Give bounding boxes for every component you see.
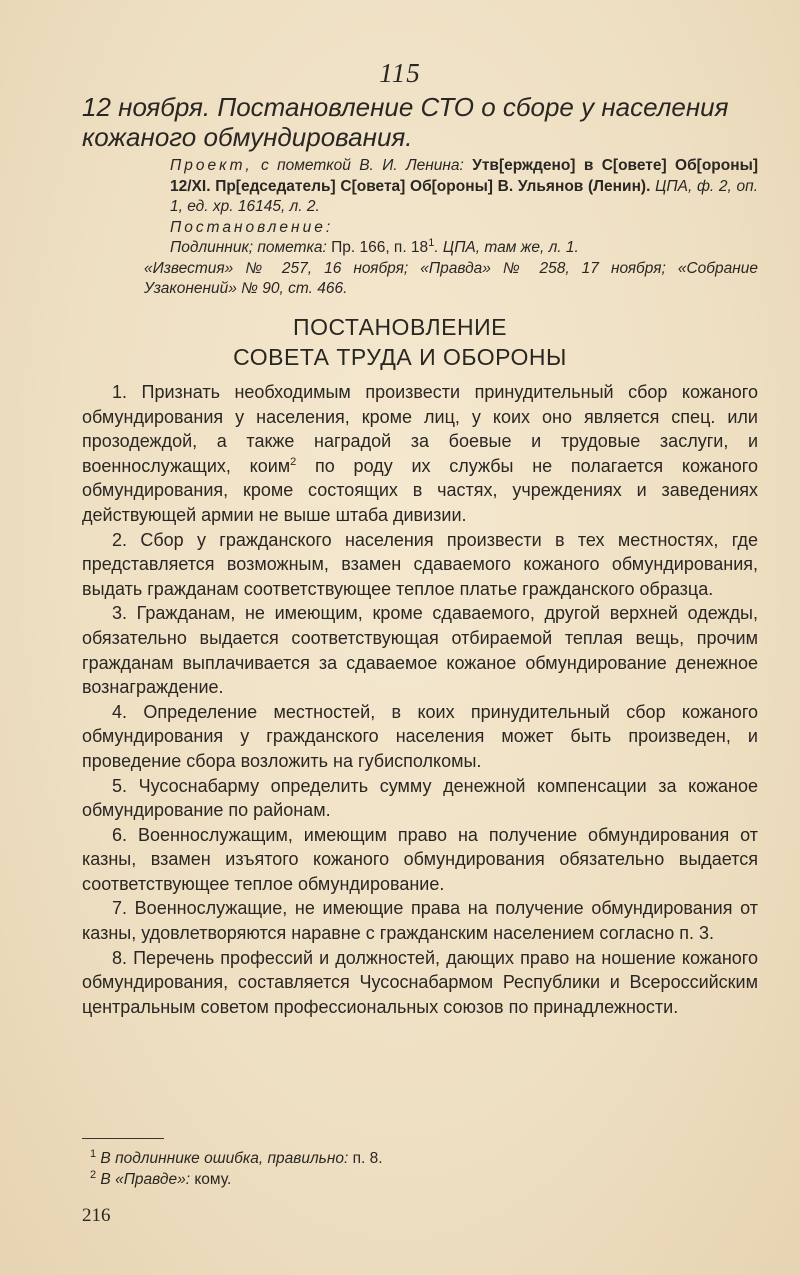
paragraph-1: 1. Признать необходимым произвести принудительный сбор кожаного обмундирования у населения, кроме лиц, у коих оно является спец. или прозодеждой, а также наградой за боевые и трудовые заслуги, и военнослужащих, коим$^2$ по роду их службы не полагается кожаного обмундирования, кроме состоящих в частях, учреждениях и заведениях действующей армии не выше штаба дивизии. xyxy=(82,382,758,525)
archive-reference: ЦПА, ф. 2, оп. 1, ед. хр. 16145, л. 2. xyxy=(170,177,758,215)
paragraph-6: 6. Военнослужащим, имеющим право на получение обмундирования от казны, взамен изъятого кожаного обмундирования обязательно выдается соответствующее теплое обмундирование. xyxy=(82,824,758,894)
paragraph-2: 2. Сбор у гражданского населения произвести в тех местностях, где представляется возможным, взамен сдаваемого кожаного обмундирования, выдать гражданам соответствующее теплое платье гражданского образца. xyxy=(82,529,758,599)
heading-line-2: СОВЕТА ТРУДА И ОБОРОНЫ xyxy=(233,344,567,370)
publication-references: «Известия» № 257, 16 ноября; «Правда» № 258, 17 ноября; «Собрание Узаконений» № 90, ст. 466. xyxy=(144,259,758,297)
footnote-divider xyxy=(82,1138,164,1139)
paragraph-4: 4. Определение местностей, в коих принудительный сбор кожаного обмундирования у гражданского населения может быть произведен, и проведение сбора возложить на губисполкомы. xyxy=(82,701,758,771)
archive-reference: . ЦПА, там же, л. 1. xyxy=(434,239,579,256)
document-title: 12 ноября. Постановление СТО о сборе у населения кожаного обмундирования. xyxy=(82,92,729,152)
paragraph-3: 3. Гражданам, не имеющим, кроме сдаваемого, другой верхней одежды, обязательно выдается соответствующая отбираемой теплая вещь, прочим гражданам выплачивается за сдаваемое кожаное обмундирование денежное вознаграждение. xyxy=(82,603,758,698)
footnote-ref: 2 xyxy=(290,455,297,468)
footnote-ref: 1 xyxy=(428,236,435,249)
heading-line-1: ПОСТАНОВЛЕНИЕ xyxy=(293,314,507,340)
resolution-body xyxy=(82,380,758,1019)
source-notes xyxy=(144,156,758,300)
paragraph-7: 7. Военнослужащие, не имеющие права на получение обмундирования от казны, удовлетворяются наравне с гражданским населением согласно п. 3. xyxy=(82,898,758,944)
page-number: 216 xyxy=(82,1205,111,1226)
footnote-2: $^2$ В «Правде»: кому. xyxy=(90,1168,232,1188)
resolution-heading xyxy=(0,312,800,372)
approval-mark: Утв[ерждено] в С[овете] Об[ороны] 12/XI. Пр[едседатель] С[овета] Об[ороны] В. Ульянов (Ленин). xyxy=(170,157,758,195)
paragraph-8: 8. Перечень профессий и должностей, дающих право на ношение кожаного обмундирования, составляется Чусоснабармом Республики и Всероссийским центральным советом профессиональных союзов по принадлежности. xyxy=(82,947,758,1017)
paragraph-5: 5. Чусоснабарму определить сумму денежной компенсации за кожаное обмундирование по районам. xyxy=(82,775,758,821)
source-label-draft: Проект, xyxy=(170,157,253,174)
source-note-draft: Проект, с пометкой В. И. Ленина: Утв[ерждено] в С[овете] Об[ороны] 12/XI. Пр[едседатель] С[овета] Об[ороны] В. Ульянов (Ленин). ЦПА, ф. 2, оп. 1, ед. хр. 16145, л. 2. xyxy=(170,157,758,215)
footnotes xyxy=(90,1148,730,1190)
footnote-1: $^1$ В подлиннике ошибка, правильно: п. 8. xyxy=(90,1147,383,1167)
document-number: 115 xyxy=(379,58,421,88)
source-label-resolution: Постановление: xyxy=(170,218,334,236)
source-note-original: Подлинник; пометка: Пр. 166, п. $18^1$. ЦПА, там же, л. 1. xyxy=(170,236,579,256)
